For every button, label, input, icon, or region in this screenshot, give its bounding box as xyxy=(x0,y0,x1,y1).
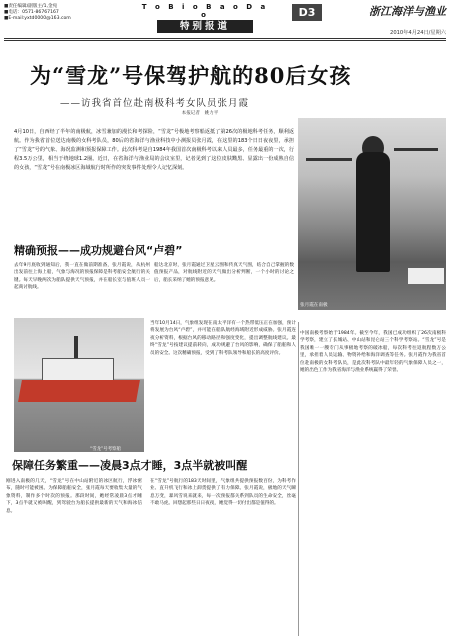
main-photo-caption: 张月霞在南极 xyxy=(300,303,328,308)
photo-person xyxy=(356,152,390,272)
main-photo xyxy=(298,118,446,310)
subheadline: ——访我省首位赴南极科考女队员张月霞 xyxy=(60,98,250,109)
email-line: ■E-mail:yxtd0000@163.com xyxy=(4,16,71,22)
article-column-c: 当年10月14日，气象组发现在南太平洋有一个热带低压正在加强，预计将发展为台风“卢碧”，并可能在船队航经海域附近形成威胁。张月霞连夜分析资料，根据台风的移动路径和强度变化，提出调整航线建议。最终“雪龙”号按建议提前转向，成功规避了台风的影响，确保了船舶和人员的安全。这次精确预报，受到了科考队领导和船长的高度评价。 xyxy=(150,321,296,356)
section-title: 特别报道 xyxy=(157,20,253,33)
section-heading-duty: 保障任务繁重——凌晨3点才睡，3点半就被叫醒 xyxy=(12,459,248,472)
section-heading-forecast: 精确预报——成功规避台风“卢碧” xyxy=(14,244,183,257)
issue-date: 2010年4月24日/星期六 xyxy=(390,30,446,36)
ship-photo-caption: “雪龙”号考察船 xyxy=(90,447,121,452)
editor-line: ■责任编辑/副版主/1,金宛 xyxy=(4,4,58,9)
photo-signpost-2 xyxy=(394,148,438,151)
article-column-b: 船达北京时，张月霞通过卫星云图和传真天气图，结合自己掌握的数值预报产品，对航线附近的天气做出分析判断，一个小时的讨论之后，船长采纳了她的预报意见。 xyxy=(154,263,294,283)
ship-hull xyxy=(18,380,140,402)
column-divider xyxy=(298,322,299,636)
headline: 为“雪龙”号保驾护航的80后女孩 xyxy=(30,63,352,88)
byline: 本报记者 姚力平 xyxy=(181,111,219,116)
masthead-contact-block xyxy=(4,4,124,23)
article-column-a: 去年9月底收到通知后，我一直在做前期准备，张月霞说，从杭州出发前往上海上船，气象与海况的预报保障是科考船安全航行的关键。每天早晚两次为船队提供天气预报，并在船长室与值班人员一起商讨航线。 xyxy=(14,263,150,291)
ship-photo xyxy=(14,318,144,452)
page-number-badge: D3 xyxy=(292,4,322,21)
masthead-rule xyxy=(4,38,446,39)
photo-signpost xyxy=(306,158,352,161)
phone-line: ■电话：0571-86767167 xyxy=(4,10,59,16)
photo-station-building xyxy=(408,268,444,284)
lead-paragraph: 4月10日，自西经了半年的南极航，冰雪兼加的漫长和考探险，“雪龙”号极地考察船返抵了第26次的极地科考任务，顺利返航。作为我省首位送达南极的女科考队员，80后的省海洋与渔业科技中小测报员张月霞，在这里的183个日日夜夜里，承担了“雪龙”号的气象、海况监测和预报保障工作。此次科考是自1984年我国首次南极科考以来人员最多，任务最重的一次，行程3.5万公里，相当于绕地球1.2圈。近日，在省海洋与渔业局的会议室里，记者见到了这位皮肤黝黑、显露出一份成熟自信的女孩，“雪龙”号在南极冰区海域航行时所作的突发事件处理令人记忆深刻。 xyxy=(14,129,294,171)
section-banner xyxy=(140,3,270,33)
newspaper-name: 浙江海洋与渔业 xyxy=(369,5,446,18)
article-column-e: 在“雪龙”号航行的183天时间里，气象组共提供预报数百份，为科考作业、直升机飞行和冰上卸货提供了有力保障。张月霞说，极地的天气瞬息万变，暴风雪说来就来，每一次预报都关系到队员的生命安全，丝毫不敢马虎。回想起那些日日夜夜，她觉得一切付出都是值得的。 xyxy=(150,479,296,507)
masthead-rule-thin xyxy=(4,40,446,41)
ship-mast xyxy=(74,336,78,360)
article-column-d: 刚进入南极的几天，“雪龙”号在中山站附近的冰区航行，浮冰密布，随时可能被困。为保障船舶安全，张月霞每天要收集大量的气象资料，制作多个时次的预报。那段时间，她经常凌晨3点才睡下，3点半就又被叫醒，到驾驶台为船长提供最新的天气和海冰信息。 xyxy=(6,479,142,514)
section-title-pinyin: T o B i o B a o D a o xyxy=(141,3,269,19)
sidebar-background-article: 中国南极考察始于1984年。截至今年，我国已成功组织了26次南极科学考察，建立了长城站、中山站和昆仑站三个科学考察站。“雪龙”号是我国唯一一艘专门从事极地考察的破冰船，每次科考往返航程数万公里，承担着人员运输、物资补给和海洋调查等任务。张月霞作为我省首位赴南极的女科考队员，是此次科考队中最年轻的气象保障人员之一，她的出色工作为我省海洋与渔业系统赢得了荣誉。 xyxy=(300,331,446,374)
